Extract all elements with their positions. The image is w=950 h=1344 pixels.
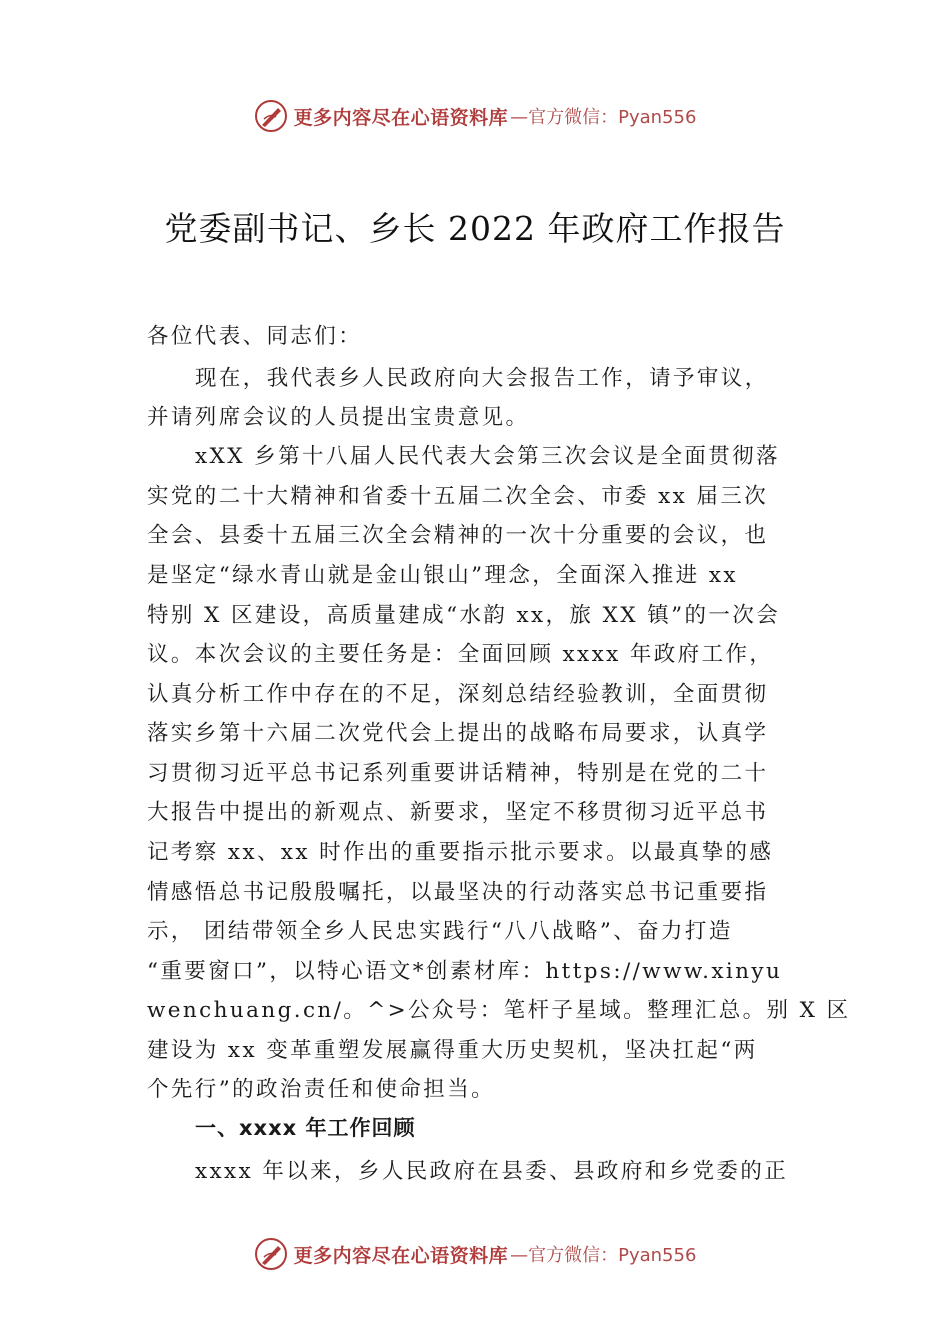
banner-wechat: —官方微信：Pyan556	[510, 107, 697, 128]
banner-wechat: —官方微信：Pyan556	[510, 1245, 697, 1266]
section-heading: 一、xxxx 年工作回顾	[195, 1116, 416, 1140]
body-line: 特别 X 区建设，高质量建成“水韵 xx，旅 XX 镇”的一次会	[147, 603, 781, 628]
body-line: 各位代表、同志们：	[147, 324, 363, 349]
banner-text: 更多内容尽在心语资料库	[293, 106, 509, 129]
banner-text: 更多内容尽在心语资料库	[293, 1244, 509, 1267]
body-line: 示， 团结带领全乡人民忠实践行“八八战略”、奋力打造	[147, 919, 733, 944]
body-line: xxxx 年以来，乡人民政府在县委、县政府和乡党委的正	[195, 1159, 789, 1184]
footer-banner	[0, 1234, 950, 1274]
body-line: 习贯彻习近平总书记系列重要讲话精神，特别是在党的二十	[147, 761, 769, 786]
body-line: 议。本次会议的主要任务是：全面回顾 xxxx 年政府工作，	[147, 642, 774, 667]
body-line: 记考察 xx、xx 时作出的重要指示批示要求。以最真挚的感	[147, 840, 774, 865]
body-line: 建设为 xx 变革重塑发展赢得重大历史契机，坚决扛起“两	[147, 1038, 758, 1063]
body-line: 大报告中提出的新观点、新要求，坚定不移贯彻习近平总书	[147, 800, 769, 825]
body-line: wenchuang.cn/。^>公众号：笔杆子星域。整理汇总。别 X 区	[147, 998, 851, 1023]
body-line: 全会、县委十五届三次全会精神的一次十分重要的会议，也	[147, 523, 769, 548]
header-banner	[0, 96, 950, 136]
body-line: “重要窗口”，以特心语文*创素材库：https://www.xinyu	[147, 959, 783, 984]
body-line: 是坚定“绿水青山就是金山银山”理念，全面深入推进 xx	[147, 563, 738, 588]
body-line: 认真分析工作中存在的不足，深刻总结经验教训，全面贯彻	[147, 682, 769, 707]
quill-logo-icon	[254, 1237, 288, 1271]
quill-logo-icon	[254, 99, 288, 133]
body-line: xXX 乡第十八届人民代表大会第三次会议是全面贯彻落	[195, 444, 780, 469]
body-line: 实党的二十大精神和省委十五届二次全会、市委 xx 届三次	[147, 484, 769, 509]
body-line: 并请列席会议的人员提出宝贵意见。	[147, 405, 530, 430]
body-line: 情感悟总书记殷殷嘱托，以最坚决的行动落实总书记重要指	[147, 880, 769, 905]
document-title: 党委副书记、乡长 2022 年政府工作报告	[164, 209, 786, 248]
body-line: 落实乡第十六届二次党代会上提出的战略布局要求，认真学	[147, 721, 769, 746]
body-line: 现在，我代表乡人民政府向大会报告工作，请予审议，	[195, 366, 769, 391]
body-line: 个先行”的政治责任和使命担当。	[147, 1077, 495, 1102]
